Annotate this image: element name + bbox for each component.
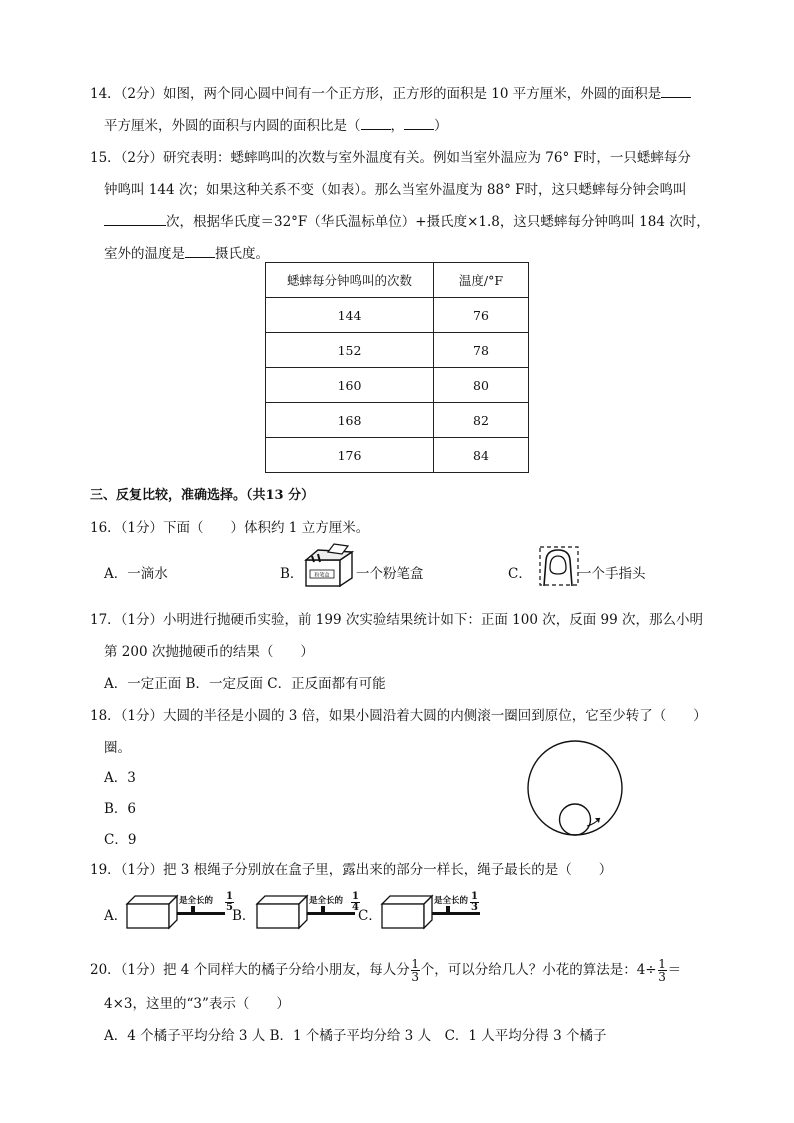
q15-line3 <box>104 210 710 230</box>
fraction-den: 4 <box>352 902 359 913</box>
table-cell: 144 <box>266 298 434 333</box>
q19-option-a[interactable]: A． <box>104 908 128 924</box>
table-row <box>266 298 529 333</box>
table-cell: 84 <box>434 438 529 473</box>
q20-text-1b: 个，可以分给几人？小花的算法是：4÷ <box>420 962 657 978</box>
table-cell: 168 <box>266 403 434 438</box>
q14-line2 <box>104 114 448 134</box>
finger-icon <box>534 544 584 588</box>
rope-label: 是全长的 <box>309 896 344 906</box>
q14-line1 <box>90 82 691 102</box>
table-cell: 80 <box>434 368 529 403</box>
table-row <box>266 403 529 438</box>
q14-close: ） <box>434 118 448 134</box>
q15-text-4a: 室外的温度是 <box>104 246 185 262</box>
q18-line2: 圈。 <box>104 740 131 756</box>
q15-text-3: 次，根据华氏度＝32°F（华氏温标单位）+摄氏度×1.8，这只蟋蟀每分钟鸣叫 184 次时， <box>166 214 710 230</box>
table-cell: 76 <box>434 298 529 333</box>
rope-box-a <box>125 890 230 932</box>
table-cell: 78 <box>434 333 529 368</box>
rope-label: 是全长的 <box>179 896 214 906</box>
fraction-num: 1 <box>658 957 666 971</box>
rope-label: 是全长的 <box>434 896 469 906</box>
q14-blank-ratio-a[interactable] <box>361 116 391 130</box>
q15-line4 <box>104 242 269 262</box>
fraction-c <box>470 892 479 913</box>
fraction-num: 1 <box>411 957 420 971</box>
table-header-row <box>266 263 529 298</box>
q17-line2: 第 200 次抛抛硬币的结果（ ） <box>104 644 314 660</box>
table-row <box>266 438 529 473</box>
q14-blank-ratio-b[interactable] <box>404 116 434 130</box>
q20-line2: 4×3，这里的“3”表示（ ） <box>104 996 290 1012</box>
q14-text-2: 平方厘米，外圆的面积与内圆的面积比是（ <box>104 118 361 134</box>
q17-options[interactable]: A．一定正面 B．一定反面 C．正反面都有可能 <box>104 676 386 692</box>
circles-diagram <box>525 738 625 838</box>
table-cell: 82 <box>434 403 529 438</box>
table-cell: 176 <box>266 438 434 473</box>
q16-option-c-text[interactable]: 一个手指头 <box>578 566 646 582</box>
fraction-den: 3 <box>471 902 478 913</box>
q20-options[interactable]: A．4 个橘子平均分给 3 人 B．1 个橘子平均分给 3 人 C．1 人平均分得 3 个橘子 <box>104 1028 607 1044</box>
fraction-num: 1 <box>471 891 478 902</box>
q20-text-1a: 20．（1分）把 4 个同样大的橘子分给小朋友，每人分 <box>90 962 410 978</box>
q18-option-b[interactable]: B．6 <box>104 801 137 817</box>
q19-stem: 19．（1分）把 3 根绳子分别放在盒子里，露出来的部分一样长，绳子最长的是（ ） <box>90 862 613 878</box>
q19-option-c[interactable]: C． <box>358 908 382 924</box>
q15-text-4b: 摄氏度。 <box>215 246 269 262</box>
chalk-box-label: 粉笔盒 <box>314 572 330 579</box>
fraction-den: 5 <box>226 902 233 913</box>
q15-line2: 钟鸣叫 144 次；如果这种关系不变（如表）。那么当室外温度为 88° F时，这只蟋蟀每分钟会鸣叫 <box>104 182 687 198</box>
q16-option-c-prefix[interactable]: C． <box>508 566 532 582</box>
table-cell: 152 <box>266 333 434 368</box>
q15-blank-chirps[interactable] <box>104 212 166 226</box>
q15-blank-celsius[interactable] <box>185 244 215 258</box>
q15-line1: 15．（2分）研究表明：蟋蟀鸣叫的次数与室外温度有关。例如当室外温应为 76° F时，一只蟋蟀每分 <box>90 150 691 166</box>
q16-option-b-text[interactable]: 一个粉笔盒 <box>356 566 424 582</box>
fraction-den: 3 <box>411 970 420 984</box>
q20-text-1c: ＝ <box>667 962 682 978</box>
q18-line1: 18．（1分）大圆的半径是小圆的 3 倍，如果小圆沿着大圆的内侧滚一圈回到原位，它至少转了（ ） <box>90 708 707 724</box>
q20-fraction-2 <box>658 958 667 983</box>
q20-line1 <box>90 958 681 983</box>
table-row <box>266 333 529 368</box>
fraction-num: 1 <box>352 891 359 902</box>
q19-option-b[interactable]: B． <box>232 908 256 924</box>
chalk-box-icon <box>300 542 360 592</box>
q16-option-b-prefix[interactable]: B． <box>280 566 304 582</box>
table-row <box>266 368 529 403</box>
q17-line1: 17．（1分）小明进行抛硬币实验，前 199 次实验结果统计如下：正面 100 次，反面 99 次，那么小明 <box>90 612 703 628</box>
q18-option-a[interactable]: A．3 <box>104 770 136 786</box>
q18-option-c[interactable]: C．9 <box>104 832 137 848</box>
fraction-num: 1 <box>226 891 233 902</box>
rope-box-b <box>255 890 360 932</box>
q14-text-1: 14．（2分）如图，两个同心圆中间有一个正方形，正方形的面积是 10 平方厘米，外圆的面积是 <box>90 86 662 102</box>
q16-stem: 16．（1分）下面（ ）体积约 1 立方厘米。 <box>90 520 370 536</box>
table-header: 蟋蟀每分钟鸣叫的次数 <box>266 263 434 298</box>
fraction-den: 3 <box>658 970 666 984</box>
q16-option-a[interactable]: A．一滴水 <box>104 566 168 582</box>
q14-comma: ， <box>390 118 404 134</box>
section-heading: 三、反复比较，准确选择。（共13 分） <box>90 488 315 503</box>
table-header: 温度/°F <box>434 263 529 298</box>
cricket-table <box>265 262 529 473</box>
q20-fraction-1 <box>411 958 420 983</box>
q14-blank-outer-area[interactable] <box>661 84 691 98</box>
table-cell: 160 <box>266 368 434 403</box>
